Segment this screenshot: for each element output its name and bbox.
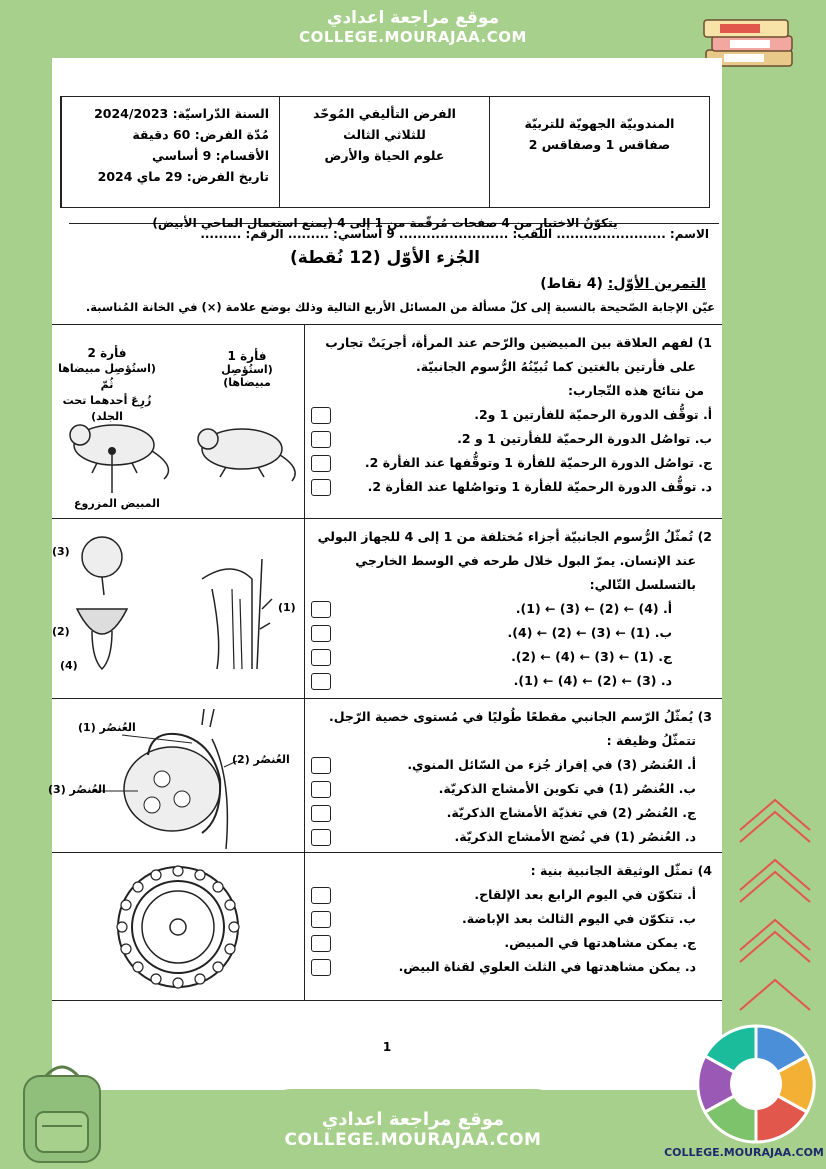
q1-option-d: د. توقُّف الدورة الرحميّة للفأرة 1 وتواصُلها عند الفأرة 2. bbox=[311, 475, 712, 499]
q3-option-c: ج. العُنصُر (2) في تغذيّة الأمشاج الذكريّة. bbox=[311, 801, 712, 825]
backpack-icon bbox=[12, 1056, 112, 1166]
answer-checkbox[interactable] bbox=[311, 479, 331, 496]
q2-option-a: أ. (4) ← (2) ← (3) ← (1). bbox=[311, 597, 712, 621]
exercise-title: التمرين الأوّل: (4 نقاط) bbox=[540, 276, 706, 292]
exercise-instruction: عيّن الإجابة الصّحيحة بالنسبة إلى كلّ مسألة من المسائل الأربع التالية وذلك بوضع علامة (×) في الخانة المُناسبة. bbox=[85, 300, 715, 314]
q4-option-d: د. يمكن مشاهدتها في الثلث العلوي لقناة البيض. bbox=[311, 955, 712, 979]
q2-option-d: د. (3) ← (2) ← (4) ← (1). bbox=[311, 669, 712, 693]
q4-option-a: أ. تتكوّن في اليوم الرابع بعد الإلقاح. bbox=[311, 883, 712, 907]
question-2: 2) تُمثّلُ الرُّسوم الجانبيّة أجزاء مُختلفة من 1 إلى 4 للجهاز البولي عند الإنسان. يمرّ البول خلال طرحه في الوسط الخارجي بالتسلسل التّالي: أ. (4) ← (2) ← (3) ← (1). ب. (1) ← (3) ← (2) ← (4). ج. (1) ← (3) ← (4) ← (2). د. (3) ← (2) ← (4) ← (1). bbox=[304, 519, 722, 698]
header-exam: الفرض التأليفي المُوحّد للثلاثي الثالث علوم الحياة والأرض bbox=[279, 97, 489, 207]
page-number: 1 bbox=[382, 1040, 392, 1054]
answer-checkbox[interactable] bbox=[311, 959, 331, 976]
answer-checkbox[interactable] bbox=[311, 829, 331, 846]
question-4: 4) تمثّل الوثيقة الجانبية بنية : أ. تتكوّن في اليوم الرابع بعد الإلقاح. ب. تتكوّن في اليوم الثالث بعد الإباضة. ج. يمكن مشاهدتها في المبيض. د. يمكن مشاهدتها في الثلث العلوي لقناة البيض. bbox=[304, 853, 722, 1000]
answer-checkbox[interactable] bbox=[311, 431, 331, 448]
urinary-system-drawings bbox=[52, 519, 304, 699]
answer-checkbox[interactable] bbox=[311, 887, 331, 904]
question-row-1 bbox=[52, 325, 722, 519]
question-3: 3) يُمثّلُ الرّسم الجانبي مقطعًا طُوليًا في مُستوى خصية الرّجل. تتمثّلُ وظيفة : أ. العُنصُر (3) في إفراز جُزء من السّائل المنوي. ب. العُنصُر (1) في تكوين الأمشاج الذكريّة. ج. العُنصُر (2) في تغذيّة الأمشاج الذكريّة. د. العُنصُر (1) في نُضج الأمشاج الذكريّة. bbox=[304, 699, 722, 852]
exam-paper bbox=[48, 58, 722, 1090]
question-row-3 bbox=[48, 699, 722, 853]
top-banner bbox=[263, 0, 563, 58]
banner-url[interactable]: COLLEGE.MOURAJAA.COM bbox=[284, 1130, 542, 1150]
implanted-ovary-label: المبيض المزروع bbox=[74, 497, 160, 510]
q1-figure: فأرة 1 (استُؤصِل مبيضاها) فأرة 2 (استُؤصِل مبيضاها ثُمّ زُرِعَ أحدهما تحت الجلد) المبيض المزروع bbox=[52, 325, 304, 518]
site-logo-icon bbox=[694, 1022, 818, 1146]
q2-option-b: ب. (1) ← (3) ← (2) ← (4). bbox=[311, 621, 712, 645]
q4-option-c: ج. يمكن مشاهدتها في المبيض. bbox=[311, 931, 712, 955]
banner-title: موقع مراجعة اعدادي bbox=[321, 1109, 505, 1130]
bottom-banner bbox=[263, 1089, 563, 1169]
answer-checkbox[interactable] bbox=[311, 935, 331, 952]
answer-checkbox[interactable] bbox=[311, 757, 331, 774]
q3-figure: العُنصُر (1) العُنصُر (2) العُنصُر (3) bbox=[52, 699, 304, 852]
chevron-decoration-icon bbox=[730, 790, 820, 1020]
answer-checkbox[interactable] bbox=[311, 601, 331, 618]
header-org: المندوبيّة الجهويّة للتربيّة صفاقس 1 وصفاقس 2 bbox=[489, 97, 709, 207]
banner-url[interactable]: COLLEGE.MOURAJAA.COM bbox=[299, 28, 527, 46]
answer-checkbox[interactable] bbox=[311, 673, 331, 690]
answer-checkbox[interactable] bbox=[311, 455, 331, 472]
header-info: السنة الدّراسيّة: 2024/2023 مُدّة الفرض: 60 دقيقة الأقسام: 9 أساسي تاريخ الفرض: 29 ماي 2024 bbox=[61, 97, 279, 207]
answer-checkbox[interactable] bbox=[311, 407, 331, 424]
banner-title: موقع مراجعة اعدادي bbox=[326, 8, 500, 28]
exam-note: يتكوّنُ الاختبار من 4 صفحات مُرقّمة من 1 إلى 4 (يمنع استعمال الماحي الأبيض) bbox=[152, 216, 618, 230]
q1-option-a: أ. توقُّف الدورة الرحميّة للفأرتين 1 و2. bbox=[311, 403, 712, 427]
q3-option-d: د. العُنصُر (1) في نُضج الأمشاج الذكريّة. bbox=[311, 825, 712, 849]
answer-checkbox[interactable] bbox=[311, 911, 331, 928]
question-row-4 bbox=[52, 853, 722, 1001]
q3-option-a: أ. العُنصُر (3) في إفراز جُزء من السّائل المنوي. bbox=[311, 753, 712, 777]
q1-option-c: ج. تواصُل الدورة الرحميّة للفأرة 1 وتوقُّفها عند الفأرة 2. bbox=[311, 451, 712, 475]
answer-checkbox[interactable] bbox=[311, 625, 331, 642]
q3-option-b: ب. العُنصُر (1) في تكوين الأمشاج الذكريّة. bbox=[311, 777, 712, 801]
question-1: 1) لفهم العلاقة بين المبيضين والرّحم عند المرأة، أجريَتْ تجارب على فأرتين بالغتين كما تُبيّنُهُ الرُّسوم الجانبيّة. من نتائج هذه التّجارب: أ. توقُّف الدورة الرحميّة للفأرتين 1 و2. ب. تواصُل الدورة الرحميّة للفأرتين 1 و 2. ج. تواصُل الدورة الرحميّة للفأرة 1 وتوقُّفها عند الفأرة 2. د. توقُّف الدورة الرحميّة للفأرة 1 وتواصُلها عند الفأرة 2. bbox=[304, 325, 722, 518]
questions-table bbox=[48, 324, 722, 1001]
student-name-line[interactable]: الاسم: ........................ اللقب: ........................ 9 أساسي: ......... الرقم: ......... bbox=[69, 223, 719, 247]
answer-checkbox[interactable] bbox=[311, 781, 331, 798]
answer-checkbox[interactable] bbox=[311, 649, 331, 666]
q1-option-b: ب. تواصُل الدورة الرحميّة للفأرتين 1 و 2. bbox=[311, 427, 712, 451]
answer-checkbox[interactable] bbox=[311, 805, 331, 822]
oocyte-drawing bbox=[52, 853, 304, 1001]
q4-option-b: ب. تتكوّن في اليوم الثالث بعد الإباضة. bbox=[311, 907, 712, 931]
q2-option-c: ج. (1) ← (3) ← (4) ← (2). bbox=[311, 645, 712, 669]
q2-figure: (3) (2) (4) (1) bbox=[52, 519, 304, 698]
q4-figure bbox=[52, 853, 304, 1000]
part-title: الجُزء الأوّل (12 نُقطة) bbox=[290, 248, 480, 268]
question-row-2 bbox=[52, 519, 722, 699]
logo-caption[interactable]: COLLEGE.MOURAJAA.COM bbox=[664, 1146, 824, 1159]
